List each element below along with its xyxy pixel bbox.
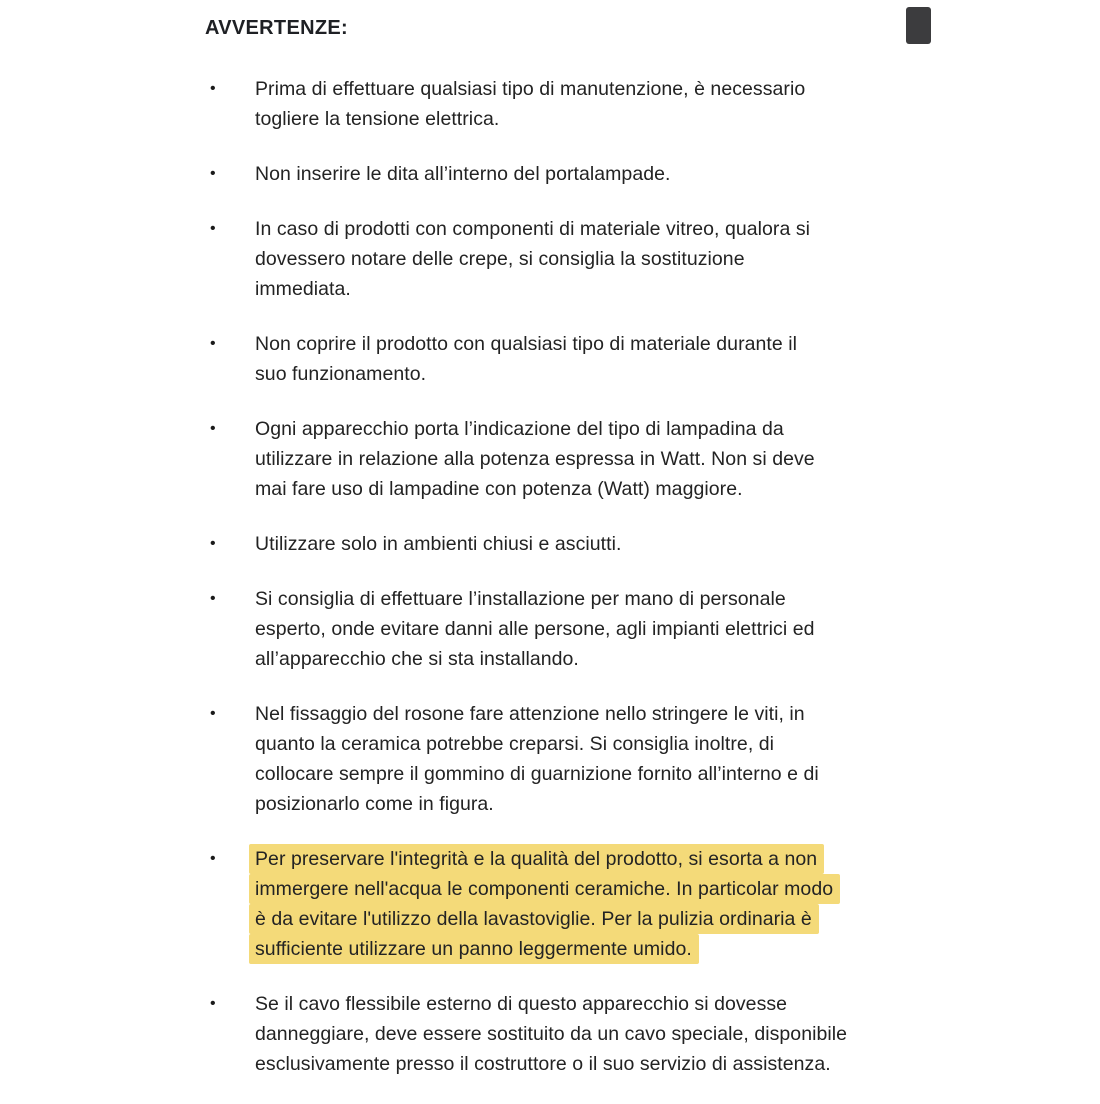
text-line: In caso di prodotti con componenti di materiale vitreo, qualora si xyxy=(255,218,811,240)
list-item xyxy=(205,214,905,304)
text-line: Utilizzare solo in ambienti chiusi e asciutti. xyxy=(255,533,622,555)
text-line: esperto, onde evitare danni alle persone, agli impianti elettrici ed xyxy=(255,618,815,640)
list-item xyxy=(205,414,905,504)
text-line: togliere la tensione elettrica. xyxy=(255,108,500,130)
list-item xyxy=(205,844,905,964)
list-item-text xyxy=(255,529,903,559)
list-item-text xyxy=(255,844,903,964)
list-item xyxy=(205,159,905,189)
bullet-dot: • xyxy=(210,335,216,352)
highlighted-text-line: Per preservare l'integrità e la qualità del prodotto, si esorta a non xyxy=(249,844,824,874)
bullet-dot: • xyxy=(210,80,216,97)
bullet-dot: • xyxy=(210,220,216,237)
text-line: Prima di effettuare qualsiasi tipo di manutenzione, è necessario xyxy=(255,78,806,100)
warnings-list xyxy=(205,74,905,1079)
list-item xyxy=(205,989,905,1079)
text-line: utilizzare in relazione alla potenza espressa in Watt. Non si deve xyxy=(255,448,815,470)
list-item xyxy=(205,329,905,389)
text-line: dovessero notare delle crepe, si consiglia la sostituzione xyxy=(255,248,745,270)
list-item-text xyxy=(255,989,903,1079)
text-line: danneggiare, deve essere sostituito da un cavo speciale, disponibile xyxy=(255,1023,848,1045)
text-line: Se il cavo flessibile esterno di questo apparecchio si dovesse xyxy=(255,993,788,1015)
bullet-dot: • xyxy=(210,705,216,722)
list-item xyxy=(205,529,905,559)
list-item xyxy=(205,699,905,819)
text-line: suo funzionamento. xyxy=(255,363,427,385)
text-line: Nel fissaggio del rosone fare attenzione nello stringere le viti, in xyxy=(255,703,805,725)
list-item-text xyxy=(255,159,903,189)
text-line: Si consiglia di effettuare l’installazione per mano di personale xyxy=(255,588,786,610)
list-item-text xyxy=(255,329,903,389)
list-item xyxy=(205,74,905,134)
bullet-dot: • xyxy=(210,420,216,437)
list-item-text xyxy=(255,74,903,134)
page-title: AVVERTENZE: xyxy=(205,17,348,39)
text-line: esclusivamente presso il costruttore o il suo servizio di assistenza. xyxy=(255,1053,831,1075)
text-line: quanto la ceramica potrebbe creparsi. Si consiglia inoltre, di xyxy=(255,733,775,755)
list-item-text xyxy=(255,214,903,304)
text-line: Non coprire il prodotto con qualsiasi tipo di materiale durante il xyxy=(255,333,798,355)
document-page xyxy=(205,14,905,1104)
highlighted-text-line: sufficiente utilizzare un panno leggermente umido. xyxy=(249,934,699,964)
list-item xyxy=(205,584,905,674)
text-line: mai fare uso di lampadine con potenza (Watt) maggiore. xyxy=(255,478,743,500)
bullet-dot: • xyxy=(210,995,216,1012)
bullet-dot: • xyxy=(210,535,216,552)
text-line: all’apparecchio che si sta installando. xyxy=(255,648,579,670)
highlighted-text-line: è da evitare l'utilizzo della lavastoviglie. Per la pulizia ordinaria è xyxy=(249,904,819,934)
bullet-dot: • xyxy=(210,850,216,867)
text-line: Ogni apparecchio porta l’indicazione del tipo di lampadina da xyxy=(255,418,784,440)
list-item-text xyxy=(255,414,903,504)
highlighted-text-line: immergere nell'acqua le componenti ceramiche. In particolar modo xyxy=(249,874,840,904)
text-line: collocare sempre il gommino di guarnizione fornito all’interno e di xyxy=(255,763,819,785)
scrollbar-thumb[interactable] xyxy=(906,7,931,44)
text-line: Non inserire le dita all’interno del portalampade. xyxy=(255,163,671,185)
bullet-dot: • xyxy=(210,165,216,182)
bullet-dot: • xyxy=(210,590,216,607)
text-line: posizionarlo come in figura. xyxy=(255,793,494,815)
list-item-text xyxy=(255,584,903,674)
list-item-text xyxy=(255,699,903,819)
text-line: immediata. xyxy=(255,278,351,300)
